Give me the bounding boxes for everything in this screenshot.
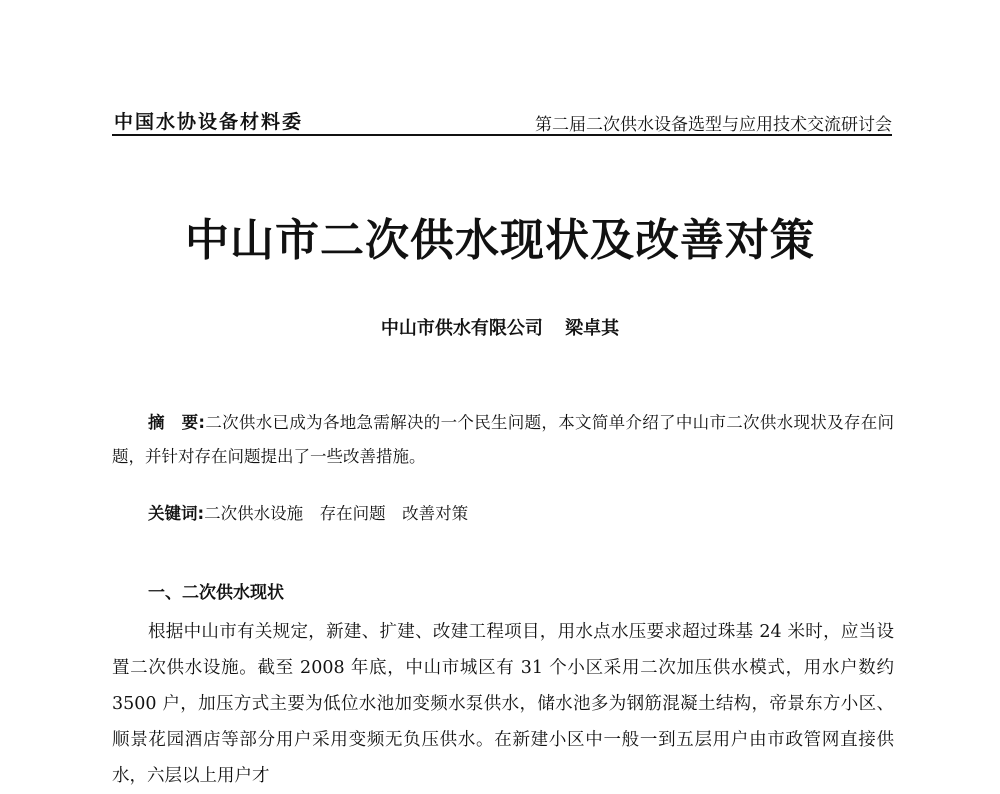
abstract xyxy=(112,406,894,474)
abstract-text: 二次供水已成为各地急需解决的一个民生问题，本文简单介绍了中山市二次供水现状及存在问题，并针对存在问题提出了一些改善措施。 xyxy=(112,413,894,466)
paper-title: 中山市二次供水现状及改善对策 xyxy=(185,215,815,266)
section-heading: 一、二次供水现状 xyxy=(148,583,284,603)
keywords-label: 关键词: xyxy=(148,504,205,523)
running-header xyxy=(112,104,892,136)
keywords xyxy=(112,497,894,531)
abstract-label: 摘 要: xyxy=(148,413,206,432)
body-paragraph: 根据中山市有关规定，新建、扩建、改建工程项目，用水点水压要求超过珠基 24 米时，应当设置二次供水设施。截至 2008 年底，中山市城区有 31 个小区采用二次加压供水模式，用水户数约 3500 户，加压方式主要为低位水池加变频水泵供水，储水池多为钢筋混凝土结构，帝景东方小区、顺景花园酒店等部分用户采用变频无负压供水。在新建小区中一般一到五层用户由市政管网直接供水，六层以上用户才 xyxy=(112,622,894,786)
byline xyxy=(0,314,1000,340)
author-name: 梁卓其 xyxy=(565,318,620,339)
header-conference: 第二届二次供水设备选型与应用技术交流研讨会 xyxy=(535,115,892,135)
author-organization: 中山市供水有限公司 xyxy=(380,318,543,339)
header-organization: 中国水协设备材料委 xyxy=(114,111,304,133)
keywords-text: 二次供水设施 存在问题 改善对策 xyxy=(204,504,469,523)
